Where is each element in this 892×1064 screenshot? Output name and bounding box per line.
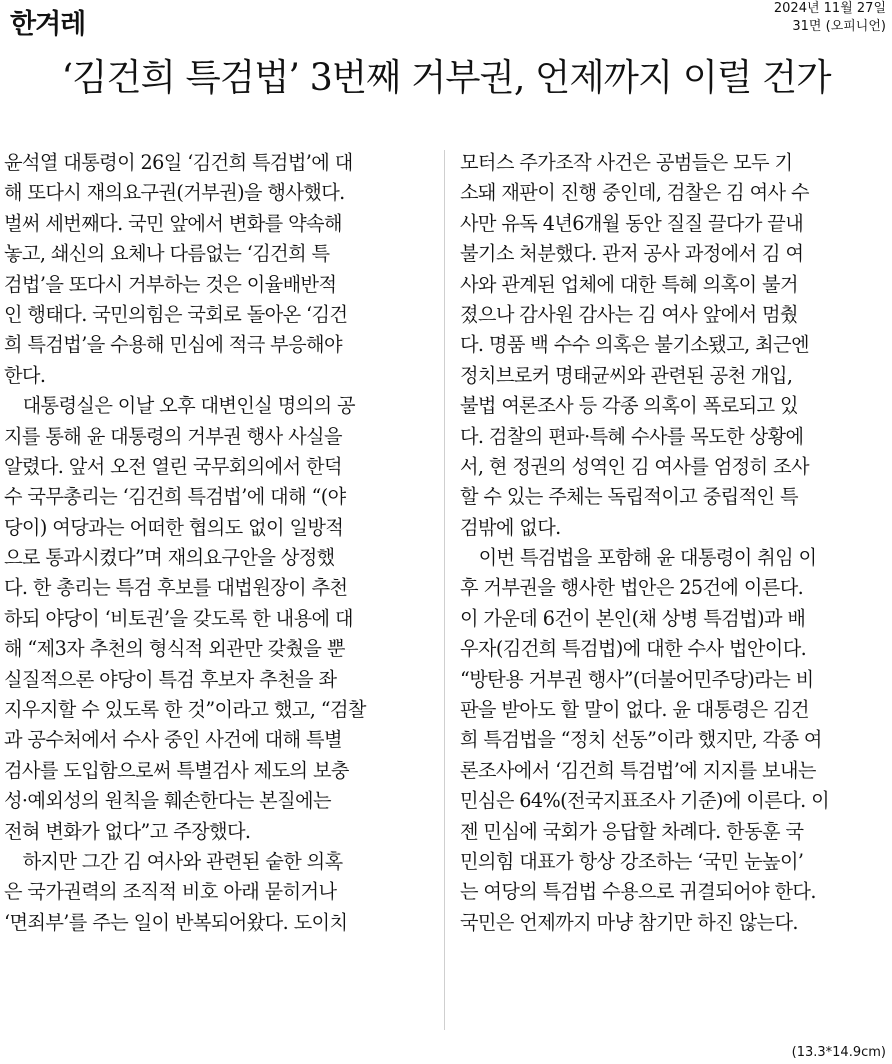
article-line: 졌으나 감사원 감사는 김 여사 앞에서 멈췄	[460, 302, 798, 326]
article-line: 다. 검찰의 편파·특혜 수사를 목도한 상황에	[460, 424, 804, 448]
article-line: 희 특검법’을 수용해 민심에 적극 부응해야	[4, 333, 342, 357]
publication-date: 2024년 11월 27일	[773, 1, 886, 16]
article-line: 이 가운데 6건이 본인(채 상병 특검법)과 배	[460, 606, 806, 630]
article-line: 정치브로커 명태균씨와 관련된 공천 개입,	[460, 363, 793, 387]
article-line: 지우지할 수 있도록 한 것”이라고 했고, “검찰	[4, 698, 366, 722]
column-divider	[444, 150, 445, 1030]
publication-meta	[774, 0, 886, 36]
article-line: 하되 야당이 ‘비토권’을 갖도록 한 내용에 대	[4, 606, 353, 630]
article-line: “방탄용 거부권 행사”(더불어민주당)라는 비	[460, 667, 814, 691]
article-line: 사와 관계된 업체에 대한 특혜 의혹이 불거	[460, 272, 798, 296]
article-line: 해 “제3자 추천의 형식적 외관만 갖췄을 뿐	[4, 637, 345, 661]
article-line: 검밖에 없다.	[460, 515, 561, 539]
article-right-column	[460, 148, 886, 938]
article-line: 사만 유독 4년6개월 동안 질질 끌다가 끝내	[460, 211, 804, 235]
article-line: 는 여당의 특검법 수용으로 귀결되어야 한다.	[460, 880, 816, 904]
article-line: 당이) 여당과는 어떠한 협의도 없이 일방적	[4, 515, 344, 539]
article-line: 민심은 64%(전국지표조사 기준)에 이른다. 이	[460, 789, 830, 813]
page-section: 31면 (오피니언)	[792, 19, 886, 34]
article-line: 판을 받아도 할 말이 없다. 윤 대통령은 김건	[460, 698, 809, 722]
article-line: 성·예외성의 원칙을 훼손한다는 본질에는	[4, 789, 331, 813]
article-line: 불기소 처분했다. 관저 공사 과정에서 김 여	[460, 242, 804, 266]
newspaper-logo: 한겨레	[10, 9, 86, 40]
article-line: 놓고, 쇄신의 요체나 다름없는 ‘김건희 특	[4, 242, 330, 266]
article-line: 인 행태다. 국민의힘은 국회로 돌아온 ‘김건	[4, 302, 348, 326]
article-line: 소돼 재판이 진행 중인데, 검찰은 김 여사 수	[460, 181, 809, 205]
article-line: 검사를 도입함으로써 특별검사 제도의 보충	[4, 758, 349, 782]
article-line: 실질적으론 야당이 특검 후보자 추천을 좌	[4, 667, 337, 691]
clipping-size: (13.3*14.9cm)	[791, 1045, 886, 1060]
article-line: 다. 한 총리는 특검 후보를 대법원장이 추천	[4, 576, 348, 600]
article-line: 우자(김건희 특검법)에 대한 수사 법안이다.	[460, 637, 807, 661]
article-line: 하지만 그간 김 여사와 관련된 숱한 의혹	[4, 849, 343, 873]
article-line: 윤석열 대통령이 26일 ‘김건희 특검법’에 대	[4, 151, 353, 174]
article-line: 서, 현 정권의 성역인 김 여사를 엄정히 조사	[460, 454, 809, 478]
article-line: 지를 통해 윤 대통령의 거부권 행사 사실을	[4, 424, 342, 448]
article-line: 알렸다. 앞서 오전 열린 국무회의에서 한덕	[4, 454, 342, 478]
article-left-column	[4, 148, 430, 938]
article-line: 희 특검법을 “정치 선동”이라 했지만, 각종 여	[460, 728, 822, 752]
article-line: 수 국무총리는 ‘김건희 특검법’에 대해 “(야	[4, 485, 346, 509]
article-line: 한다.	[4, 363, 46, 387]
article-line: 후 거부권을 행사한 법안은 25건에 이른다.	[460, 576, 804, 600]
article-line: 과 공수처에서 수사 중인 사건에 대해 특별	[4, 728, 342, 752]
article-line: 불법 여론조사 등 각종 의혹이 폭로되고 있	[460, 394, 798, 418]
article-line: ‘면죄부’를 주는 일이 반복되어왔다. 도이치	[4, 910, 348, 934]
article-line: 론조사에서 ‘김건희 특검법’에 지지를 보내는	[460, 758, 816, 782]
article-line: 민의힘 대표가 항상 강조하는 ‘국민 눈높이’	[460, 849, 804, 873]
article-line: 이번 특검법을 포함해 윤 대통령이 취임 이	[460, 546, 817, 570]
article-line: 국민은 언제까지 마냥 참기만 하진 않는다.	[460, 910, 798, 934]
article-line: 전혀 변화가 없다”고 주장했다.	[4, 819, 251, 843]
article-line: 모터스 주가조작 사건은 공범들은 모두 기	[460, 151, 793, 174]
article-line: 검법’을 또다시 거부하는 것은 이율배반적	[4, 272, 337, 296]
article-line: 다. 명품 백 수수 의혹은 불기소됐고, 최근엔	[460, 333, 809, 357]
article-line: 대통령실은 이날 오후 대변인실 명의의 공	[4, 394, 355, 418]
headline: ‘김건희 특검법’ 3번째 거부권, 언제까지 이럴 건가	[61, 56, 831, 99]
article-line: 으로 통과시켰다”며 재의요구안을 상정했	[4, 546, 335, 570]
article-line: 벌써 세번째다. 국민 앞에서 변화를 약속해	[4, 211, 342, 235]
article-line: 할 수 있는 주체는 독립적이고 중립적인 특	[460, 485, 798, 509]
article-line: 해 또다시 재의요구권(거부권)을 행사했다.	[4, 181, 345, 205]
article-line: 은 국가권력의 조직적 비호 아래 묻히거나	[4, 880, 337, 904]
article-line: 젠 민심에 국회가 응답할 차례다. 한동훈 국	[460, 819, 804, 843]
